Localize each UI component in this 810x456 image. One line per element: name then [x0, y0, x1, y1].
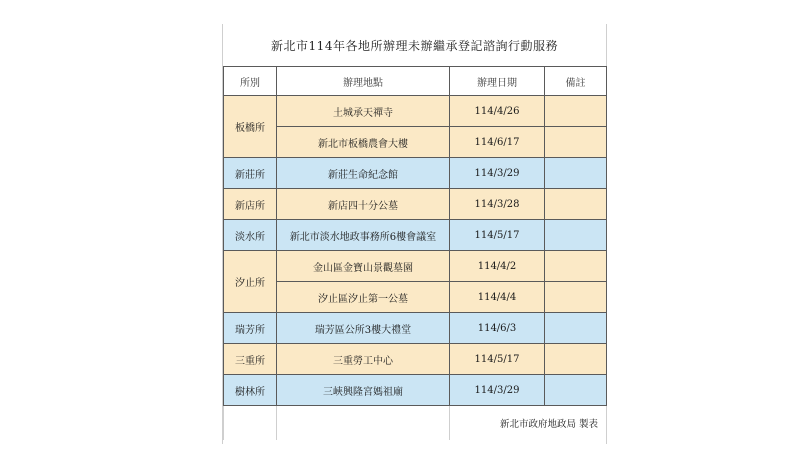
- location-cell: 三峽興隆宮媽祖廟: [277, 375, 450, 406]
- note-cell: [545, 127, 607, 158]
- note-cell: [545, 344, 607, 375]
- date-cell: 114/3/28: [450, 189, 545, 220]
- location-cell: 新北市淡水地政事務所6樓會議室: [277, 220, 450, 251]
- office-cell: 新莊所: [224, 158, 277, 189]
- date-cell: 114/5/17: [450, 344, 545, 375]
- date-cell: 114/4/26: [450, 96, 545, 127]
- page-title: 新北市114年各地所辦理未辦繼承登記諮詢行動服務: [271, 38, 558, 53]
- header-note: 備註: [545, 67, 607, 96]
- table-row: [224, 189, 607, 220]
- schedule-sheet: [222, 24, 607, 444]
- office-cell: 三重所: [224, 344, 277, 375]
- location-cell: 汐止區汐止第一公墓: [277, 282, 450, 313]
- date-cell: 114/6/17: [450, 127, 545, 158]
- date-cell: 114/4/2: [450, 251, 545, 282]
- note-cell: [545, 96, 607, 127]
- location-cell: 三重勞工中心: [277, 344, 450, 375]
- location-cell: 土城承天禪寺: [277, 96, 450, 127]
- footer-row: [224, 406, 607, 441]
- office-cell: 板橋所: [224, 96, 277, 158]
- note-cell: [545, 313, 607, 344]
- office-cell: 汐止所: [224, 251, 277, 313]
- table-header-row: [224, 67, 607, 96]
- note-cell: [545, 282, 607, 313]
- note-cell: [545, 220, 607, 251]
- date-cell: 114/4/4: [450, 282, 545, 313]
- table-row: [224, 344, 607, 375]
- location-cell: 瑞芳區公所3樓大禮堂: [277, 313, 450, 344]
- footer-spacer: [224, 406, 277, 441]
- table-row: [224, 251, 607, 282]
- office-cell: 瑞芳所: [224, 313, 277, 344]
- note-cell: [545, 251, 607, 282]
- date-cell: 114/3/29: [450, 158, 545, 189]
- header-office: 所別: [224, 67, 277, 96]
- location-cell: 新北市板橋農會大樓: [277, 127, 450, 158]
- table-row: [224, 313, 607, 344]
- note-cell: [545, 375, 607, 406]
- office-cell: 樹林所: [224, 375, 277, 406]
- date-cell: 114/6/3: [450, 313, 545, 344]
- header-location: 辦理地點: [277, 67, 450, 96]
- date-cell: 114/3/29: [450, 375, 545, 406]
- location-cell: 新店四十分公墓: [277, 189, 450, 220]
- header-date: 辦理日期: [450, 67, 545, 96]
- table-row: [224, 220, 607, 251]
- table-row: [224, 282, 607, 313]
- table-row: [224, 96, 607, 127]
- date-cell: 114/5/17: [450, 220, 545, 251]
- office-cell: 淡水所: [224, 220, 277, 251]
- footer-spacer: [277, 406, 450, 441]
- location-cell: 金山區金寶山景觀墓園: [277, 251, 450, 282]
- note-cell: [545, 189, 607, 220]
- schedule-table: [223, 66, 607, 440]
- footer-credit: 新北市政府地政局 製表: [450, 406, 607, 441]
- location-cell: 新莊生命紀念館: [277, 158, 450, 189]
- table-row: [224, 127, 607, 158]
- table-row: [224, 375, 607, 406]
- note-cell: [545, 158, 607, 189]
- office-cell: 新店所: [224, 189, 277, 220]
- table-row: [224, 158, 607, 189]
